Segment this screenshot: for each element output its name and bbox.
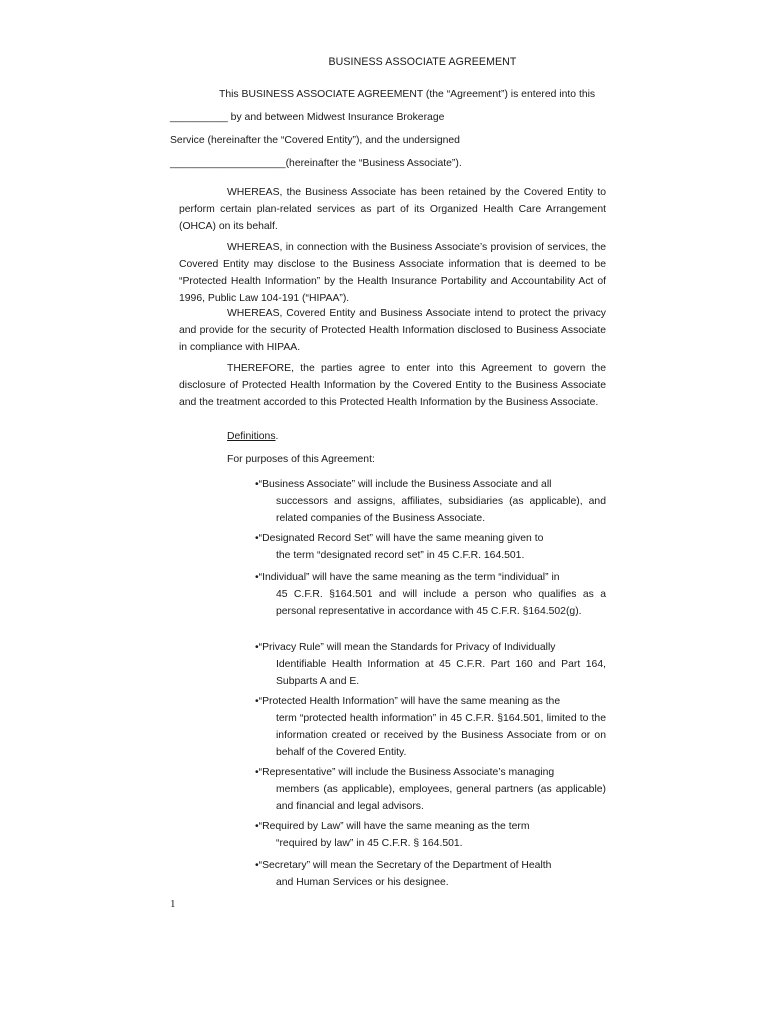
definition-item (255, 857, 606, 891)
whereas-paragraph-1 (179, 184, 606, 235)
definitions-heading (227, 431, 278, 442)
definition-first-line: •“Representative” will include the Business Associate’s managing (255, 767, 555, 778)
definition-item (255, 530, 606, 564)
definition-first-line: •“Individual” will have the same meaning as the term “individual” in (255, 572, 560, 583)
definition-item (255, 569, 606, 620)
whereas-2-text: WHEREAS, in connection with the Business Associate’s provision of services, the Covered Entity may disclose to the Business Associate information that is deemed to be “Protected Health Information” by the Health Insurance Portability and Accountability Act of 1996, Public Law 104-191 (“HIPAA”). (179, 242, 606, 304)
definition-continuation: Identifiable Health Information at 45 C.F.R. Part 160 and Part 164, Subparts A and E. (276, 659, 606, 687)
definition-continuation: the term “designated record set” in 45 C.F.R. 164.501. (276, 550, 525, 561)
definition-continuation: successors and assigns, affiliates, subsidiaries (as applicable), and related companies of the Business Associate. (276, 496, 606, 524)
definition-continuation: term “protected health information” in 45 C.F.R. §164.501, limited to the information created or received by the Business Associate from or on behalf of the Covered Entity. (276, 713, 606, 758)
definition-first-line: •“Business Associate” will include the Business Associate and all (255, 479, 552, 490)
intro-line-4: ____________________(hereinafter the “Business Associate”). (170, 158, 462, 169)
definition-first-line: •“Secretary” will mean the Secretary of the Department of Health (255, 860, 552, 871)
definition-item (255, 818, 606, 852)
whereas-paragraph-2 (179, 239, 606, 307)
definition-item (255, 639, 606, 690)
definition-first-line: •“Designated Record Set” will have the same meaning given to (255, 533, 544, 544)
purposes-line: For purposes of this Agreement: (227, 454, 375, 465)
definition-item (255, 764, 606, 815)
definition-item (255, 693, 606, 761)
intro-line-1: This BUSINESS ASSOCIATE AGREEMENT (the “Agreement”) is entered into this (219, 89, 596, 100)
page-number: 1 (170, 898, 176, 910)
therefore-text: THEREFORE, the parties agree to enter into this Agreement to govern the disclosure of Protected Health Information by the Covered Entity to the Business Associate and the treatment accorded to this Protected Health Information by the Business Associate. (179, 363, 606, 408)
intro-line-2: __________ by and between Midwest Insurance Brokerage (170, 112, 445, 123)
whereas-paragraph-3 (179, 305, 606, 356)
definition-continuation: and Human Services or his designee. (276, 877, 449, 888)
definition-continuation: 45 C.F.R. §164.501 and will include a person who qualifies as a personal representative in accordance with 45 C.F.R. §164.502(g). (276, 589, 606, 617)
whereas-1-text: WHEREAS, the Business Associate has been retained by the Covered Entity to perform certain plan-related services as part of its Organized Health Care Arrangement (OHCA) on its behalf. (179, 187, 606, 232)
therefore-paragraph (179, 360, 606, 411)
definitions-period: . (275, 431, 279, 442)
intro-line-3: Service (hereinafter the “Covered Entity”), and the undersigned (170, 135, 460, 146)
definition-continuation: “required by law” in 45 C.F.R. § 164.501. (276, 838, 463, 849)
whereas-3-text: WHEREAS, Covered Entity and Business Associate intend to protect the privacy and provide for the security of Protected Health Information disclosed to Business Associate in compliance with HIPAA. (179, 308, 606, 353)
definition-continuation: members (as applicable), employees, general partners (as applicable) and financial and legal advisors. (276, 784, 606, 812)
definitions-heading-text: Definitions (227, 431, 276, 442)
definition-first-line: •“Protected Health Information” will have the same meaning as the (255, 696, 561, 707)
definition-first-line: •“Privacy Rule” will mean the Standards for Privacy of Individually (255, 642, 556, 653)
document-title: BUSINESS ASSOCIATE AGREEMENT (328, 56, 517, 68)
definition-item (255, 476, 606, 527)
definition-first-line: •“Required by Law” will have the same meaning as the term (255, 821, 530, 832)
